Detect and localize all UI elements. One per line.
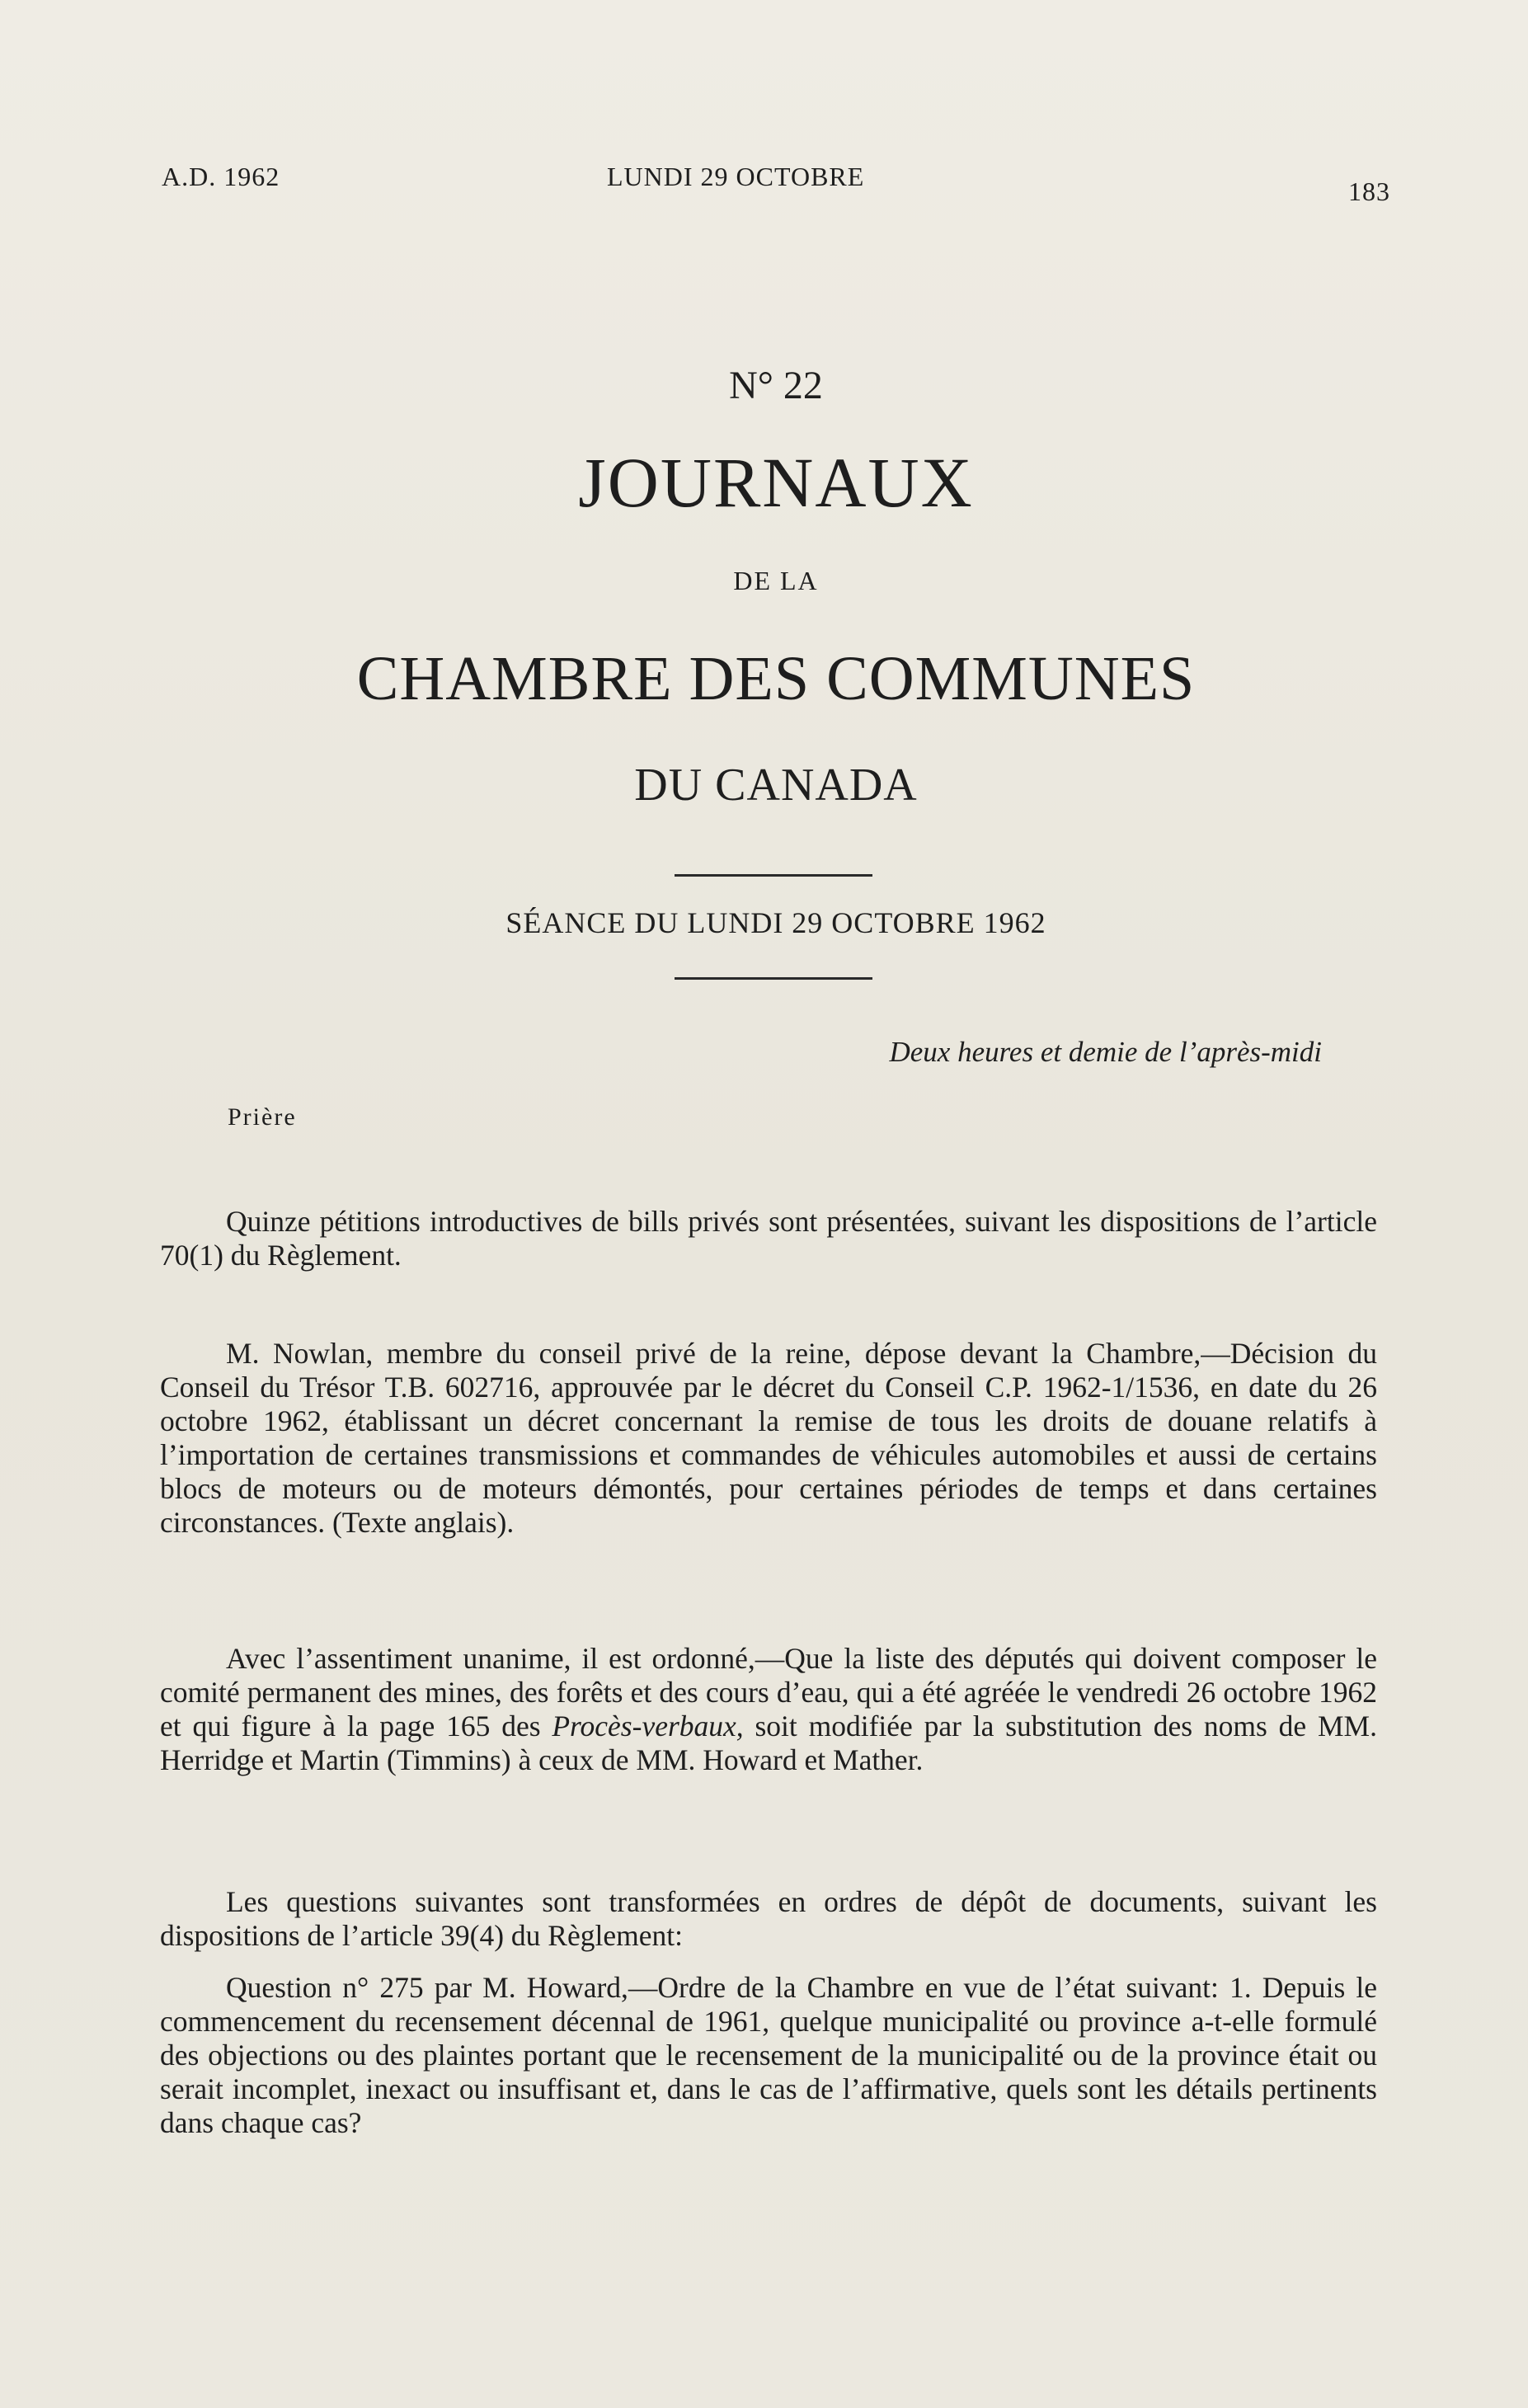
sitting-time: Deux heures et demie de l’après-midi: [889, 1036, 1322, 1068]
header-year: A.D. 1962: [162, 162, 280, 191]
country-name: DU CANADA: [634, 760, 918, 811]
paragraph-tabled-decision: M. Nowlan, membre du conseil privé de la reine, dépose devant la Chambre,—Décision du Conseil du Trésor T.B. 602716, approuvée par le décret du Conseil C.P. 1962-1/1536, en date du 26 octobre 1962, établissant un décret concernant la remise de tous les droits de douane relatifs à l’importation de certaines transmissions et commandes de véhicules automobiles et aussi de certains blocs de moteurs ou de moteurs démontés, pour certaines périodes de temps et dans certaines circonstances. (Texte anglais).: [160, 1336, 1377, 1539]
paragraph-committee-order-part-1: Avec l’assentiment unanime, il est ordonné,—Que la liste des députés qui doivent composer le comité permanent des mines, des forêts et des cours d’eau, qui a été agréée le vendredi 26 octobre 1962 et qui figure à la page 165 des: [160, 1641, 1377, 1743]
chamber-name: CHAMBRE DES COMMUNES: [356, 644, 1196, 713]
paragraph-questions-intro: Les questions suivantes sont transformées en ordres de dépôt de documents, suivant les dispositions de l’article 39(4) du Règlement:: [160, 1884, 1377, 1952]
title-connector: DE LA: [733, 566, 819, 595]
proces-verbaux-reference: Procès-verbaux,: [552, 1709, 744, 1743]
running-head: [162, 162, 1390, 206]
paragraph-question-275: Question n° 275 par M. Howard,—Ordre de la Chambre en vue de l’état suivant: 1. Depuis le commencement du recensement décennal de 1961, quelque municipalité ou province a-t-elle formulé des objections ou des plaintes portant que le recensement de la municipalité ou de la province était ou serait incomplet, inexact ou insuffisant et, dans le cas de l’affirmative, quels sont les détails pertinents dans chaque cas?: [160, 1970, 1377, 2139]
sitting-heading: SÉANCE DU LUNDI 29 OCTOBRE 1962: [505, 906, 1046, 939]
journal-title: JOURNAUX: [578, 443, 974, 522]
paragraph-committee-order: [160, 1642, 1377, 1777]
page-number: 183: [1348, 176, 1390, 206]
paragraph-committee-order-part-2: soit modifiée par la substitution des noms de MM. Herridge et Martin (Timmins) à ceux de MM. Howard et Mather.: [160, 1709, 1377, 1776]
divider-rule-bottom: [675, 977, 872, 980]
prayer-heading: Prière: [228, 1103, 297, 1131]
header-date: LUNDI 29 OCTOBRE: [607, 162, 865, 191]
divider-rule-top: [675, 874, 872, 877]
paragraph-petitions: Quinze pétitions introductives de bills privés sont présentées, suivant les dispositions de l’article 70(1) du Règlement.: [160, 1204, 1377, 1272]
journal-number: N° 22: [729, 364, 823, 407]
